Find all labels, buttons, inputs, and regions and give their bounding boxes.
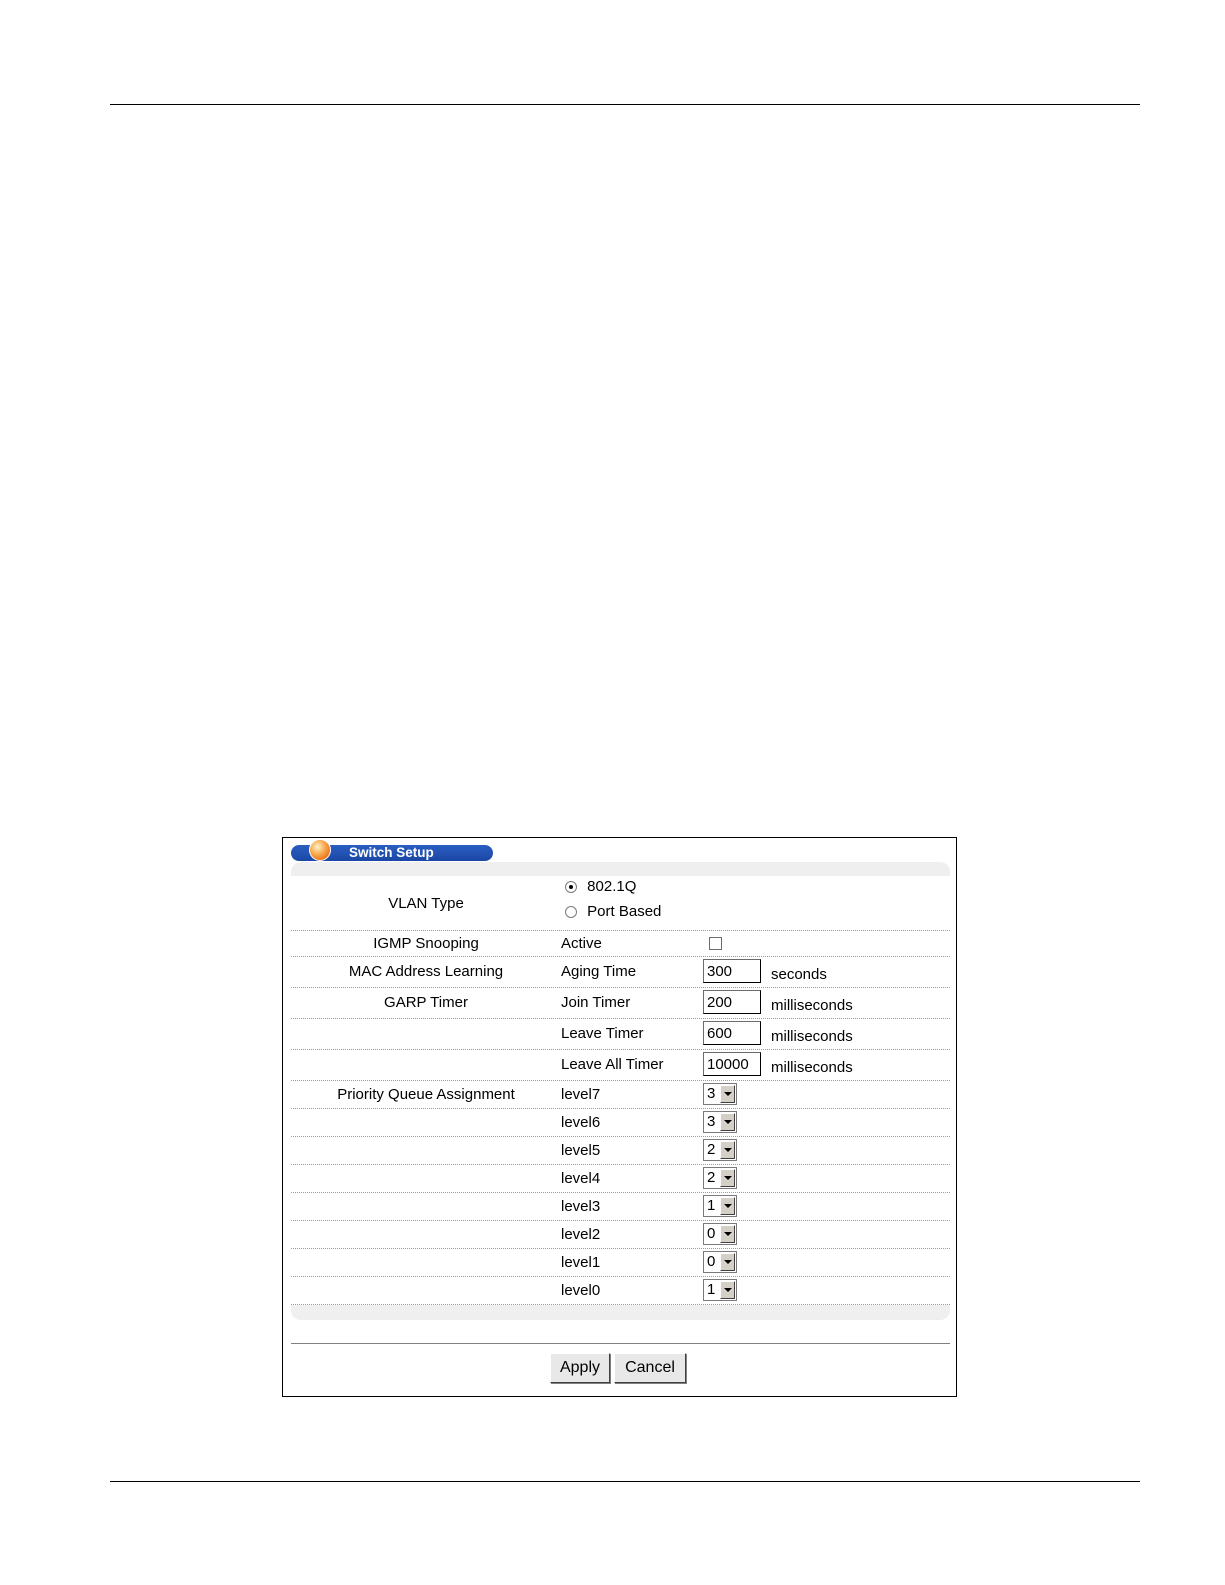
dropdown-arrow-icon[interactable]	[720, 1141, 735, 1159]
leave-all-timer-label: Leave All Timer	[561, 1056, 664, 1073]
garp-leave-row	[291, 1019, 950, 1050]
select-value: 2	[707, 1141, 716, 1158]
cancel-button[interactable]: Cancel	[614, 1353, 686, 1383]
select-value: 1	[707, 1197, 716, 1214]
select-value: 3	[707, 1113, 716, 1130]
priority-queue-label: Priority Queue Assignment	[337, 1086, 515, 1103]
priority-level-row	[291, 1277, 950, 1305]
level-label: level3	[561, 1198, 601, 1215]
igmp-active-checkbox[interactable]	[709, 937, 722, 950]
priority-level-row	[291, 1081, 950, 1109]
level5-select[interactable]	[703, 1139, 737, 1161]
vlan-option-8021q[interactable]	[565, 878, 636, 895]
panel-title: Switch Setup	[349, 845, 434, 860]
igmp-active-label: Active	[561, 935, 602, 952]
dropdown-arrow-icon[interactable]	[720, 1253, 735, 1271]
aging-time-label: Aging Time	[561, 963, 637, 980]
level-label: level2	[561, 1226, 601, 1243]
leave-timer-label: Leave Timer	[561, 1025, 644, 1042]
vlan-port-based-label: Port Based	[587, 903, 662, 920]
select-value: 0	[707, 1225, 716, 1242]
dropdown-arrow-icon[interactable]	[720, 1085, 735, 1103]
garp-leave-all-row	[291, 1050, 950, 1081]
priority-level-row	[291, 1165, 950, 1193]
priority-level-row	[291, 1109, 950, 1137]
level4-select[interactable]	[703, 1167, 737, 1189]
level-label: level5	[561, 1142, 601, 1159]
garp-join-row	[291, 988, 950, 1019]
vlan-option-port-based[interactable]	[565, 903, 661, 920]
priority-level-row	[291, 1193, 950, 1221]
dropdown-arrow-icon[interactable]	[720, 1225, 735, 1243]
vlan-8021q-radio[interactable]	[565, 881, 577, 893]
leave-all-timer-unit: milliseconds	[771, 1059, 853, 1076]
igmp-snooping-label: IGMP Snooping	[373, 935, 479, 952]
settings-table	[291, 876, 950, 1305]
level3-select[interactable]	[703, 1195, 737, 1217]
priority-level-row	[291, 1221, 950, 1249]
level6-select[interactable]	[703, 1111, 737, 1133]
orange-bulb-icon	[309, 839, 331, 861]
dropdown-arrow-icon[interactable]	[720, 1197, 735, 1215]
settings-panel	[291, 862, 950, 1320]
priority-level-row	[291, 1137, 950, 1165]
dropdown-arrow-icon[interactable]	[720, 1281, 735, 1299]
level-label: level0	[561, 1282, 601, 1299]
select-value: 0	[707, 1253, 716, 1270]
aging-time-input[interactable]	[703, 959, 761, 983]
mac-learning-row	[291, 957, 950, 988]
dropdown-arrow-icon[interactable]	[720, 1169, 735, 1187]
vlan-port-based-radio[interactable]	[565, 906, 577, 918]
leave-all-timer-input[interactable]	[703, 1052, 761, 1076]
select-value: 3	[707, 1085, 716, 1102]
page-footer-rule	[110, 1481, 1140, 1482]
page-header-rule	[110, 104, 1140, 105]
garp-timer-label: GARP Timer	[384, 994, 468, 1011]
join-timer-input[interactable]	[703, 990, 761, 1014]
level-label: level4	[561, 1170, 601, 1187]
vlan-type-row	[291, 876, 950, 931]
level1-select[interactable]	[703, 1251, 737, 1273]
leave-timer-unit: milliseconds	[771, 1028, 853, 1045]
apply-button[interactable]: Apply	[550, 1353, 610, 1383]
igmp-snooping-row	[291, 931, 950, 957]
leave-timer-input[interactable]	[703, 1021, 761, 1045]
select-value: 1	[707, 1281, 716, 1298]
aging-time-unit: seconds	[771, 966, 827, 983]
level7-select[interactable]	[703, 1083, 737, 1105]
join-timer-label: Join Timer	[561, 994, 631, 1011]
vlan-8021q-label: 802.1Q	[587, 878, 637, 895]
switch-setup-screen	[282, 837, 957, 1397]
level-label: level1	[561, 1254, 601, 1271]
level-label: level7	[561, 1086, 601, 1103]
level-label: level6	[561, 1114, 601, 1131]
button-divider	[291, 1343, 950, 1345]
vlan-type-label: VLAN Type	[388, 895, 464, 912]
priority-level-row	[291, 1249, 950, 1277]
dropdown-arrow-icon[interactable]	[720, 1113, 735, 1131]
level0-select[interactable]	[703, 1279, 737, 1301]
select-value: 2	[707, 1169, 716, 1186]
mac-learning-label: MAC Address Learning	[348, 963, 504, 980]
level2-select[interactable]	[703, 1223, 737, 1245]
join-timer-unit: milliseconds	[771, 997, 853, 1014]
